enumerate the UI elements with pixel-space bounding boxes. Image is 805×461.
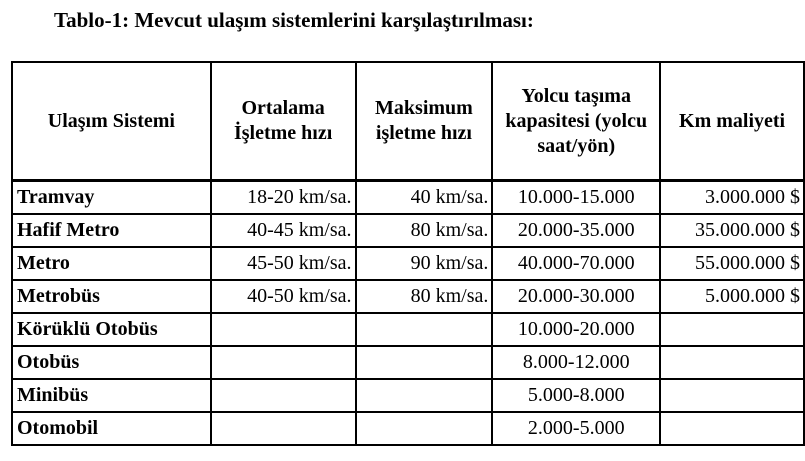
- cell-capacity: 20.000-35.000: [492, 214, 660, 247]
- header-row: [12, 62, 804, 181]
- cell-avg-speed: 45-50 km/sa.: [211, 247, 356, 280]
- table-row: [12, 280, 804, 313]
- cell-capacity: 2.000-5.000: [492, 412, 660, 445]
- cell-max-speed: [356, 412, 493, 445]
- table-row: [12, 247, 804, 280]
- table-body: [12, 181, 804, 446]
- cell-avg-speed: 40-45 km/sa.: [211, 214, 356, 247]
- cell-cost: [660, 313, 804, 346]
- cell-system: Metrobüs: [12, 280, 211, 313]
- cell-cost: 55.000.000 $: [660, 247, 804, 280]
- cell-max-speed: 80 km/sa.: [356, 214, 493, 247]
- table-row: [12, 313, 804, 346]
- cell-capacity: 10.000-15.000: [492, 181, 660, 215]
- cell-cost: 35.000.000 $: [660, 214, 804, 247]
- table-row: [12, 379, 804, 412]
- cell-capacity: 20.000-30.000: [492, 280, 660, 313]
- header-system: Ulaşım Sistemi: [12, 62, 211, 181]
- cell-max-speed: 40 km/sa.: [356, 181, 493, 215]
- cell-system: Körüklü Otobüs: [12, 313, 211, 346]
- transport-comparison-table: [11, 61, 805, 446]
- cell-system: Minibüs: [12, 379, 211, 412]
- cell-cost: [660, 412, 804, 445]
- cell-capacity: 40.000-70.000: [492, 247, 660, 280]
- cell-cost: [660, 379, 804, 412]
- cell-max-speed: 90 km/sa.: [356, 247, 493, 280]
- cell-max-speed: [356, 346, 493, 379]
- cell-avg-speed: [211, 379, 356, 412]
- cell-avg-speed: 40-50 km/sa.: [211, 280, 356, 313]
- header-capacity: Yolcu taşıma kapasitesi (yolcu saat/yön): [492, 62, 660, 181]
- cell-avg-speed: [211, 412, 356, 445]
- cell-cost: 5.000.000 $: [660, 280, 804, 313]
- table-row: [12, 214, 804, 247]
- cell-avg-speed: [211, 346, 356, 379]
- cell-avg-speed: [211, 313, 356, 346]
- header-avg-speed: Ortalama İşletme hızı: [211, 62, 356, 181]
- table-row: [12, 346, 804, 379]
- cell-cost: [660, 346, 804, 379]
- cell-system: Metro: [12, 247, 211, 280]
- cell-max-speed: 80 km/sa.: [356, 280, 493, 313]
- cell-system: Tramvay: [12, 181, 211, 215]
- header-cost: Km maliyeti: [660, 62, 804, 181]
- cell-capacity: 5.000-8.000: [492, 379, 660, 412]
- cell-system: Otobüs: [12, 346, 211, 379]
- cell-max-speed: [356, 379, 493, 412]
- cell-system: Otomobil: [12, 412, 211, 445]
- cell-capacity: 10.000-20.000: [492, 313, 660, 346]
- header-max-speed: Maksimum işletme hızı: [356, 62, 493, 181]
- cell-cost: 3.000.000 $: [660, 181, 804, 215]
- cell-max-speed: [356, 313, 493, 346]
- table-row: [12, 412, 804, 445]
- cell-system: Hafif Metro: [12, 214, 211, 247]
- table-row: [12, 181, 804, 215]
- cell-capacity: 8.000-12.000: [492, 346, 660, 379]
- cell-avg-speed: 18-20 km/sa.: [211, 181, 356, 215]
- table-caption: Tablo-1: Mevcut ulaşım sistemlerini karşılaştırılması:: [54, 8, 534, 32]
